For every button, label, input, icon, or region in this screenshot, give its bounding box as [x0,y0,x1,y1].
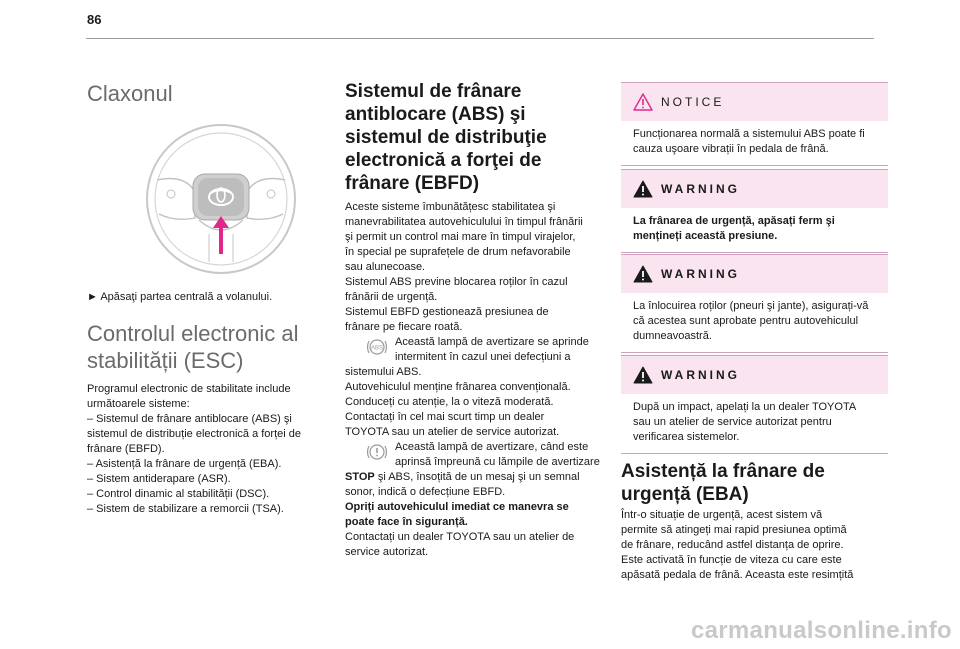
warning-icon [633,180,653,198]
abs-line: în special pe suprafețele de drum nefavorabile [345,246,571,258]
caution-outline-icon [633,93,653,111]
warning-icon [633,265,653,283]
abs-line: sistemului ABS. [345,366,422,378]
warning-icon [633,366,653,384]
warning-box-1 [621,169,888,253]
abs-heading-line: frânare (EBFD) [345,173,480,194]
eba-line: apăsată pedala de frână. Aceasta este resimțită [621,569,854,581]
abs-line: Conduceți cu atenție, la o viteză moderată. [345,396,554,408]
abs-line: manevrabilitatea autovehiculului în timpul frânării [345,216,583,228]
abs-heading-line: Sistemul de frânare [345,81,522,102]
abs-line: sau alunecoase. [345,261,426,273]
warning-label: WARNING [661,368,740,382]
eba-heading-line2: urgență (EBA) [621,484,749,505]
abs-line: frânării de urgență. [345,291,438,303]
abs-heading-line: sistemul de distribuţie [345,127,547,148]
esc-line: Programul electronic de stabilitate include [87,383,291,395]
brake-warning-lamp-icon [365,440,389,464]
eba-line: de frânare, reducând astfel distanța de oprire. [621,539,844,551]
column-abs-ebfd [345,80,617,560]
esc-heading [87,320,327,374]
warning-header [621,356,888,394]
brake-lamp-line: aprinsă împreună cu lămpile de avertizare [395,456,600,468]
warning-box-3 [621,355,888,454]
abs-line: Contactați un dealer TOYOTA sau un atelier de [345,531,575,543]
esc-line: următoarele sisteme: [87,398,190,410]
abs-lamp-line: Această lampă de avertizare se aprinde [395,336,589,348]
esc-line: frânare (EBFD). [87,443,165,455]
abs-line: service autorizat. [345,546,429,558]
abs-bold-line: poate face în siguranță. [345,516,468,528]
page-number: 86 [87,12,102,27]
abs-lamp-line: intermitent în cazul unei defecțiuni a [395,351,571,363]
brake-lamp-line: Această lampă de avertizare, când este [395,441,589,453]
esc-body [87,382,319,517]
eba-heading [621,460,891,506]
warning-text: La înlocuirea roților (pneuri şi jante), asigurați-vă că acestea sunt aprobate pentru autovehiculul dumneavoastră. [621,293,888,352]
esc-heading-line1: Controlul electronic al [87,321,299,346]
warning-text: După un impact, apelați la un dealer TOYOTA sau un atelier de service autorizat pentru verificarea sistemelor. [621,394,888,453]
watermark: carmanualsonline.info [690,617,952,644]
abs-heading [345,80,617,195]
esc-line: – Sistem de stabilizare a remorcii (TSA). [87,503,284,515]
warning-header [621,255,888,293]
abs-heading-line: antiblocare (ABS) şi [345,104,526,125]
abs-body [345,200,617,560]
brake-lamp-block [345,440,617,470]
esc-line: – Asistență la frânare de urgență (EBA). [87,458,282,470]
notice-label: NOTICE [661,95,725,109]
eba-line: permite să atingeți mai rapid presiunea optimă [621,524,847,536]
abs-line: TOYOTA sau un atelier de service autorizat. [345,426,560,438]
notice-box [621,82,888,166]
horn-heading: Claxonul [87,81,173,106]
esc-heading-line2: stabilității (ESC) [87,348,244,373]
stop-line [345,470,617,485]
warning-box-2 [621,254,888,353]
abs-line: frânare pe fiecare roată. [345,321,463,333]
eba-heading-line1: Asistență la frânare de [621,461,825,482]
eba-line: Este activată în funcție de viteza cu care este [621,554,842,566]
abs-line: sonor, indică o defecțiune EBFD. [345,486,506,498]
steering-wheel-illustration [135,122,307,276]
esc-line: – Sistem antiderapare (ASR). [87,473,231,485]
eba-line: Într-o situație de urgență, acest sistem vă [621,509,823,521]
warning-label: WARNING [661,182,740,196]
notice-text: Funcționarea normală a sistemului ABS poate fi cauza uşoare vibrații în pedala de frână. [621,121,888,165]
warning-header [621,170,888,208]
abs-line: Autovehiculul menține frânarea convențională. [345,381,571,393]
column-horn-esc [87,80,317,515]
stop-line-rest: şi ABS, însoțită de un mesaj şi un semnal [374,471,580,483]
abs-lamp-block [345,335,617,365]
horn-instruction: ► Apăsaţi partea centrală a volanului. [87,291,273,303]
abs-line: şi permit un control mai mare în timpul virajelor, [345,231,576,243]
esc-line: sistemul de distribuție electronică a forței de [87,428,301,440]
notice-header [621,83,888,121]
eba-body [621,508,891,583]
abs-line: Aceste sisteme îmbunătățesc stabilitatea şi [345,201,556,213]
abs-bold-line: Opriți autovehiculul imediat ce manevra se [345,501,569,513]
esc-line: – Sistemul de frânare antiblocare (ABS) şi [87,413,292,425]
abs-line: Contactați în cel mai scurt timp un dealer [345,411,545,423]
abs-heading-line: electronică a forţei de [345,150,542,171]
stop-label: STOP [345,471,375,483]
abs-line: Sistemul EBFD gestionează presiunea de [345,306,549,318]
abs-warning-lamp-icon [365,335,389,359]
warning-text: La frânarea de urgență, apăsați ferm şi mențineți această presiune. [621,208,888,252]
header-rule [86,38,874,39]
abs-line: Sistemul ABS previne blocarea roților în cazul [345,276,568,288]
svg-text:ABS: ABS [370,345,384,352]
esc-line: – Control dinamic al stabilității (DSC). [87,488,270,500]
warning-label: WARNING [661,267,740,281]
